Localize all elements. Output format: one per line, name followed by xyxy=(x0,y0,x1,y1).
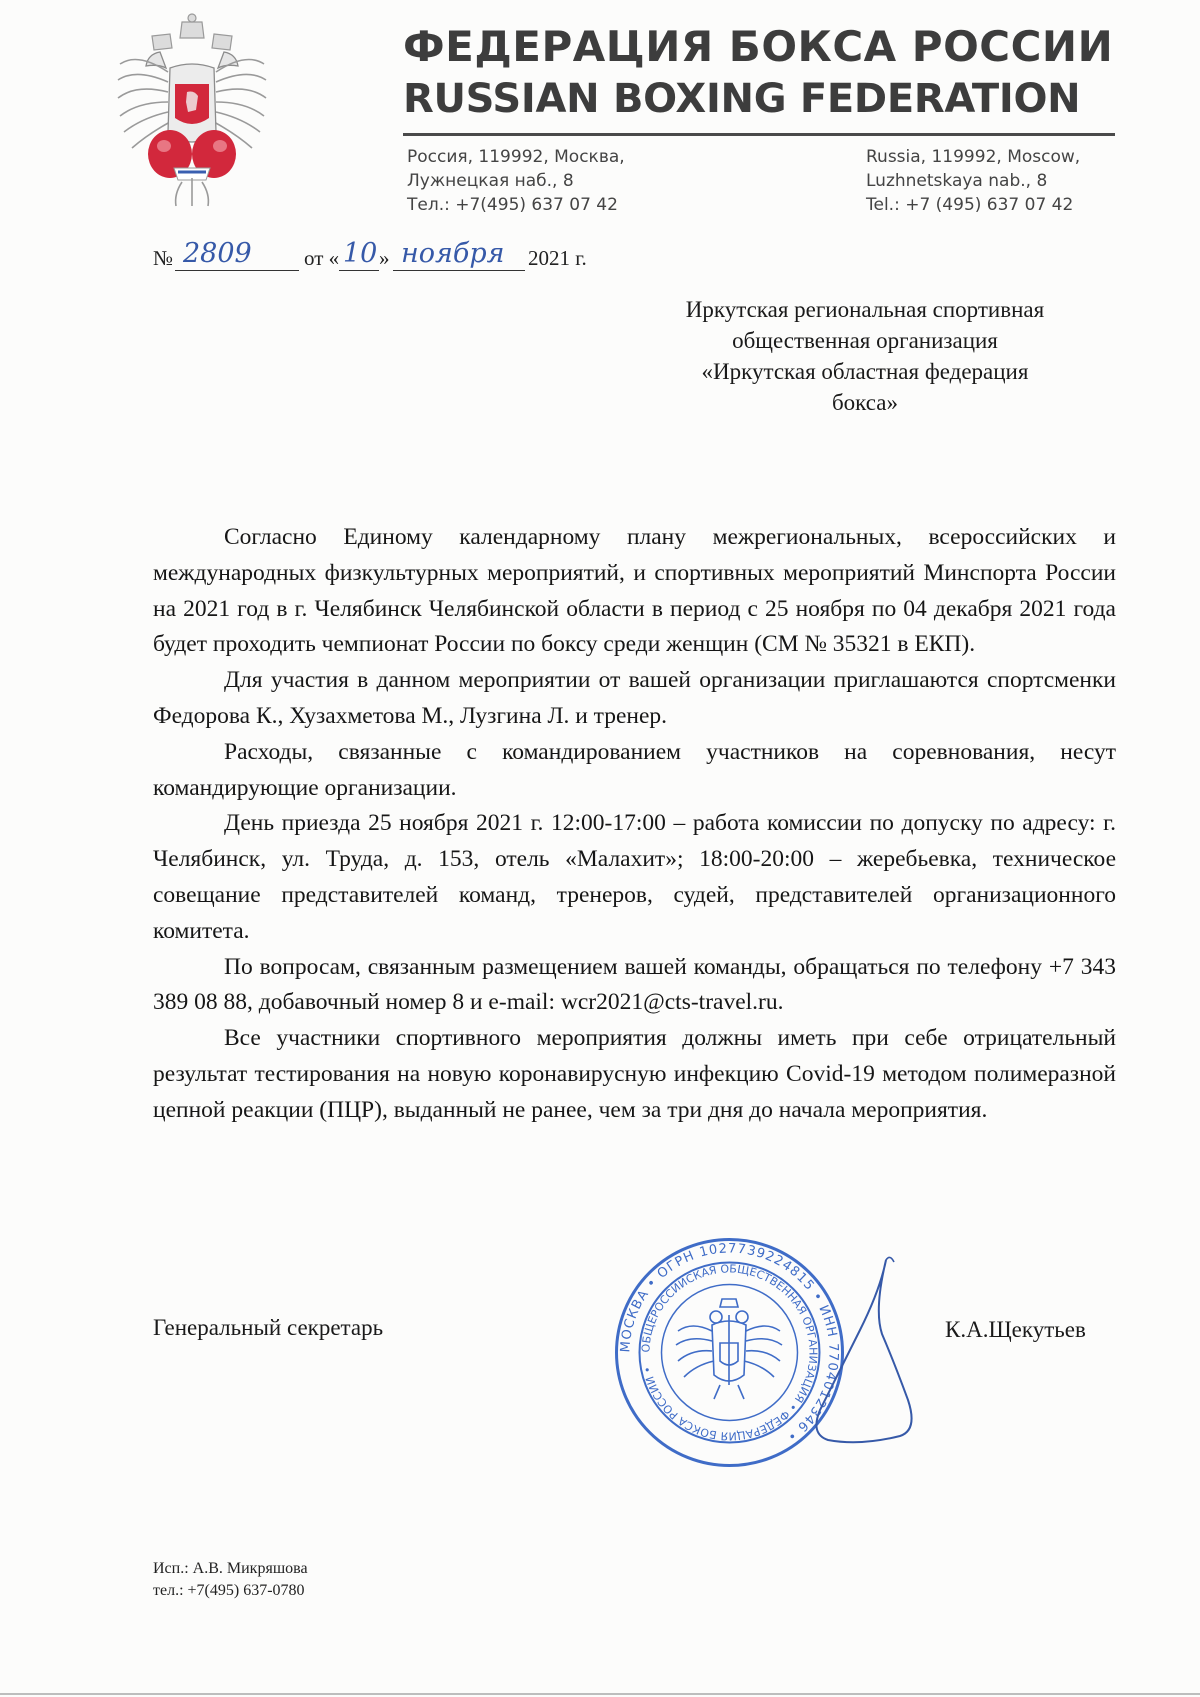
stamp-outer-text: МОСКВА • ОГРН 1027739224815 • ИНН 7704012346 • xyxy=(618,1241,841,1445)
organization-name-en: RUSSIAN BOXING FEDERATION xyxy=(403,76,1081,122)
day-underline xyxy=(339,270,379,271)
recipient-line: общественная организация xyxy=(732,328,998,353)
handwritten-day: 10 xyxy=(343,238,378,269)
header-divider xyxy=(403,133,1115,136)
signatory-title: Генеральный секретарь xyxy=(153,1315,384,1340)
day-close: » xyxy=(379,246,390,270)
recipient-line: «Иркутская областная федерация xyxy=(701,359,1029,384)
month-underline xyxy=(393,270,525,271)
body-paragraph: По вопросам, связанным размещением вашей команды, обращаться по телефону +7 343 389 08 88, добавочный номер 8 и e-mail: wcr2021@cts-travel.ru. xyxy=(153,953,1116,1016)
stamp-eagle-icon xyxy=(676,1299,782,1399)
executor-name: Исп.: А.В. Микряшова xyxy=(153,1560,308,1577)
recipient-line: бокса» xyxy=(831,390,898,415)
recipient-line: Иркутская региональная спортивная xyxy=(685,297,1045,322)
letter-body xyxy=(153,520,1116,1129)
address-en-line: Luzhnetskaya nab., 8 xyxy=(866,171,1048,191)
address-en-line: Tel.: +7 (495) 637 07 42 xyxy=(866,195,1074,215)
number-underline xyxy=(175,270,299,271)
address-ru xyxy=(407,145,625,217)
handwritten-signature xyxy=(790,1250,930,1460)
handwritten-month: ноября xyxy=(401,238,505,269)
double-headed-eagle-emblem xyxy=(112,12,272,210)
address-en xyxy=(866,145,1080,217)
body-paragraph: День приезда 25 ноября 2021 г. 12:00-17:00 – работа комиссии по допуску по адресу: г. Челябинск, ул. Труда, д. 153, отель «Малахит»; 18:00-20:00 – жеребьевка, техническое совещание представителей команд, тренеров, судей, представителей организационного комитета. xyxy=(153,810,1116,944)
address-ru-line: Россия, 119992, Москва, xyxy=(407,147,625,167)
executor-phone: тел.: +7(495) 637-0780 xyxy=(153,1582,305,1599)
handwritten-number: 2809 xyxy=(183,238,252,269)
organization-name-ru: ФЕДЕРАЦИЯ БОКСА РОССИИ xyxy=(403,22,1114,71)
address-ru-line: Лужнецкая наб., 8 xyxy=(407,171,574,191)
number-label: № xyxy=(153,246,174,270)
stamp-inner-text: ОБЩЕРОССИЙСКАЯ ОБЩЕСТВЕННАЯ ОРГАНИЗАЦИЯ • ФЕДЕРАЦИЯ БОКСА РОССИИ • xyxy=(639,1262,820,1443)
body-paragraph: Для участия в данном мероприятии от вашей организации приглашаются спортсменки Федорова К., Хузахметова М., Лузгина Л. и тренер. xyxy=(153,667,1116,729)
body-paragraph: Все участники спортивного мероприятия должны иметь при себе отрицательный результат тестирования на новую коронавирусную инфекцию Covid-19 методом полимеразной цепной реакции (ПЦР), выданный не ранее, чем за три дня до начала мероприятия. xyxy=(153,1025,1116,1123)
recipient-block xyxy=(620,294,1110,418)
scan-bottom-edge xyxy=(0,1693,1200,1695)
signatory-name: К.А.Щекутьев xyxy=(945,1317,1086,1342)
executor-block xyxy=(153,1558,308,1602)
address-en-line: Russia, 119992, Moscow, xyxy=(866,147,1081,167)
from-label: от « xyxy=(304,246,340,270)
year-label: 2021 г. xyxy=(528,246,587,270)
body-paragraph: Согласно Единому календарному плану межрегиональных, всероссийских и международных физкультурных мероприятий, и спортивных мероприятий Минспорта России на 2021 год в г. Челябинск Челябинской области в период с 25 ноября по 04 декабря 2021 года будет проходить чемпионат России по боксу среди женщин (СМ № 35321 в ЕКП). xyxy=(153,524,1116,658)
body-paragraph: Расходы, связанные с командированием участников на соревнования, несут командирующие организации. xyxy=(153,738,1116,801)
address-ru-line: Тел.: +7(495) 637 07 42 xyxy=(407,195,618,215)
